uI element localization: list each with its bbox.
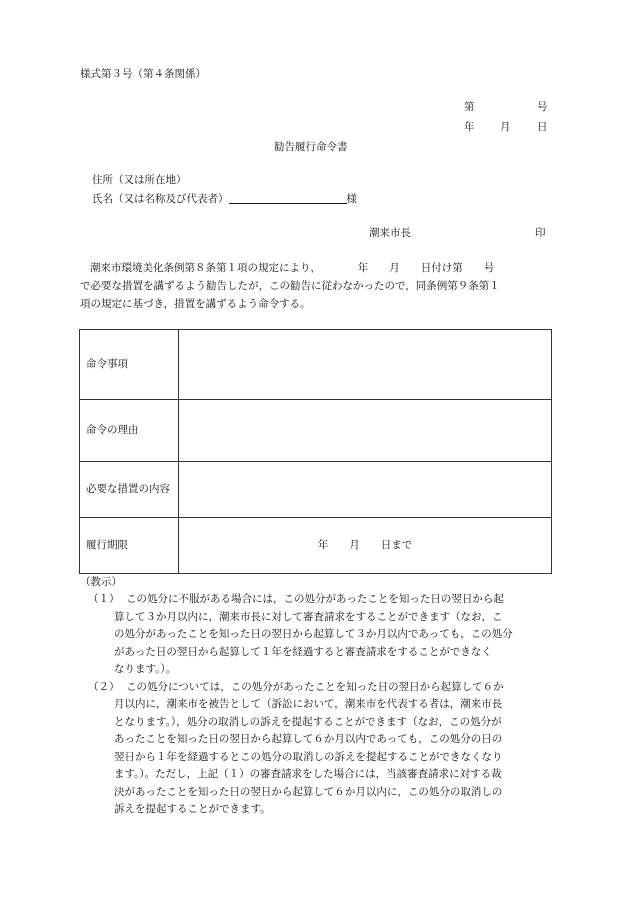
body-line: で必要な措置を講ずるよう勧告したが，この勧告に従わなかったので，同条例第９条第１ <box>80 280 500 292</box>
instruction-line: 月以内に，潮来市を被告として（訴訟において，潮来市を代表する者は，潮来市長 <box>114 698 503 710</box>
row-value-deadline: 年 月 日まで <box>179 518 552 574</box>
instruction-number: （２） <box>88 680 120 693</box>
table-row <box>80 330 552 400</box>
seal-mark: 印 <box>535 227 546 239</box>
row-label-deadline: 履行期限 <box>80 518 179 574</box>
row-value-required-measures <box>179 462 552 518</box>
body-line: 項の規定に基づき，措置を講ずるよう命令する。 <box>80 298 311 310</box>
instruction-line: となります。），処分の取消しの訴えを提起することができます（なお，この処分が <box>114 715 502 728</box>
table-row <box>80 518 552 574</box>
instruction-line: なります。）。 <box>114 663 177 675</box>
row-label-required-measures: 必要な措置の内容 <box>80 462 179 518</box>
row-label-order-items: 命令事項 <box>80 330 179 400</box>
date-month: 月 <box>500 121 511 133</box>
honorific: 様 <box>346 193 357 205</box>
instructions-heading: （教示） <box>80 576 122 588</box>
issuer-name: 潮来市長 <box>369 227 411 239</box>
form-number: 様式第３号（第４条関係） <box>80 68 206 80</box>
row-value-order-items <box>179 330 552 400</box>
document-title: 勧告履行命令書 <box>274 141 348 153</box>
instructions-section <box>80 574 552 819</box>
instruction-line: この処分に不服がある場合には，この処分があったことを知った日の翌日から起 <box>126 593 504 605</box>
instruction-line: 訴えを提起することができます。 <box>114 803 271 815</box>
number-suffix: 号 <box>537 101 548 113</box>
body-paragraph <box>80 259 550 313</box>
order-table <box>79 329 552 574</box>
instruction-line: あったことを知った日の翌日から起算して６か月以内であっても，この処分の日の <box>114 733 503 745</box>
instruction-line: の処分があったことを知った日の翌日から起算して３か月以内であっても，この処分 <box>114 628 513 640</box>
table-row <box>80 400 552 462</box>
instruction-text <box>114 591 552 679</box>
name-blank <box>229 191 347 204</box>
address-label: 住所（又は所在地） <box>92 174 187 186</box>
instruction-number: （１） <box>88 593 120 605</box>
body-line: 潮来市環境美化条例第８条第１項の規定により， 年 月 日付け第 号 <box>90 262 495 274</box>
instruction-line: 決があったことを知った日の翌日から起算して６か月以内に，この処分の取消しの <box>114 785 503 798</box>
instruction-line: があった日の翌日から起算して１年を経過すると審査請求をすることができなく <box>114 645 492 658</box>
instruction-item-2 <box>80 679 552 819</box>
instruction-line: ます。）。ただし，上記（１）の審査請求をした場合には，当該審査請求に対する裁 <box>114 768 502 780</box>
instruction-line: 算して３か月以内に，潮来市長に対して審査請求をすることができます（なお，こ <box>114 610 503 623</box>
number-prefix: 第 <box>464 101 475 113</box>
instruction-text <box>114 679 552 819</box>
instruction-item-1 <box>80 591 552 679</box>
date-year: 年 <box>464 121 475 133</box>
instruction-line: この処分については，この処分があったことを知った日の翌日から起算して６か <box>126 680 504 693</box>
row-value-order-reason <box>179 400 552 462</box>
name-label: 氏名（又は名称及び代表者） <box>92 193 229 205</box>
row-label-order-reason: 命令の理由 <box>80 400 179 462</box>
name-line <box>92 191 357 206</box>
instruction-line: 翌日から１年を経過するとこの処分の取消しの訴えを提起することができなくなり <box>114 750 503 763</box>
table-row <box>80 462 552 518</box>
date-day: 日 <box>537 121 548 133</box>
